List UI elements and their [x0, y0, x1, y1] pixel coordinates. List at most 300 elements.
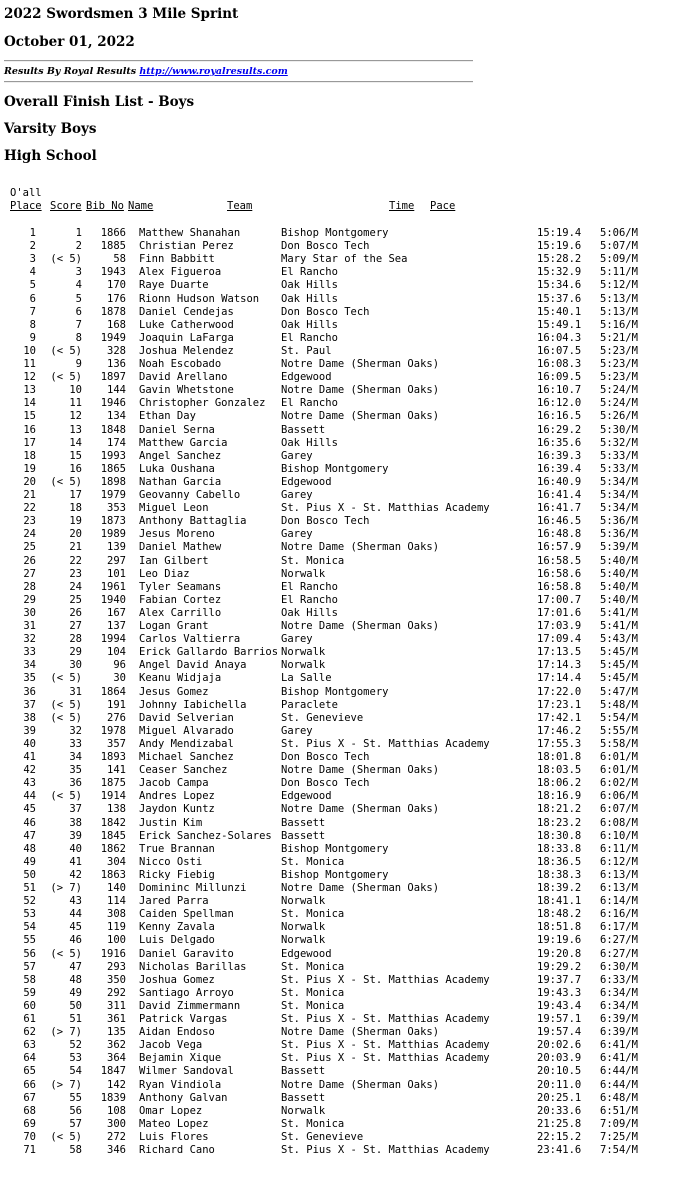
- cell-name: Justin Kim: [139, 816, 203, 829]
- cell-team: Bishop Montgomery: [281, 685, 389, 698]
- cell-score: (> 7): [50, 1026, 82, 1039]
- royal-results-link[interactable]: http://www.royalresults.com: [139, 66, 288, 77]
- cell-name: Luis Flores: [139, 1130, 209, 1143]
- cell-bib: 104: [107, 646, 126, 659]
- cell-score: 53: [69, 1052, 82, 1065]
- cell-score: 44: [69, 908, 82, 921]
- cell-team: Edgewood: [281, 475, 332, 488]
- cell-name: Ian Gilbert: [139, 554, 209, 567]
- cell-team: Paraclete: [281, 698, 338, 711]
- cell-name: Alex Carrillo: [139, 606, 222, 619]
- cell-pace: 5:09/M: [600, 253, 638, 266]
- cell-bib: 1989: [100, 528, 126, 541]
- cell-team: Bishop Montgomery: [281, 842, 389, 855]
- cell-team: Notre Dame (Sherman Oaks): [281, 882, 440, 894]
- cell-bib: 139: [107, 541, 126, 554]
- cell-place: 28: [23, 580, 36, 593]
- cell-team: St. Monica: [281, 1117, 345, 1130]
- cell-team: Norwalk: [281, 895, 326, 908]
- cell-team: Norwalk: [281, 659, 326, 672]
- cell-name: David Zimmermann: [139, 999, 241, 1012]
- cell-team: St. Monica: [281, 960, 345, 973]
- column-header-bib: Bib No: [86, 200, 124, 212]
- cell-pace: 6:08/M: [600, 816, 638, 829]
- cell-time: 17:46.2: [537, 724, 582, 737]
- cell-pace: 5:26/M: [600, 410, 638, 423]
- cell-score: (< 5): [50, 344, 82, 357]
- cell-pace: 7:54/M: [600, 1144, 638, 1156]
- cell-name: Omar Lopez: [139, 1104, 203, 1117]
- cell-time: 16:57.9: [537, 541, 582, 554]
- cell-team: Notre Dame (Sherman Oaks): [281, 358, 440, 370]
- cell-team: Bishop Montgomery: [281, 462, 389, 475]
- cell-bib: 1863: [100, 868, 126, 881]
- cell-pace: 5:34/M: [600, 489, 638, 501]
- cell-time: 18:06.2: [537, 777, 582, 790]
- cell-team: Norwalk: [281, 1104, 326, 1117]
- cell-bib: 136: [107, 358, 126, 370]
- cell-pace: 5:24/M: [600, 397, 638, 410]
- cell-name: Bejamin Xique: [139, 1052, 222, 1065]
- cell-team: Bishop Montgomery: [281, 227, 389, 239]
- cell-time: 16:09.5: [537, 371, 582, 384]
- cell-bib: 1893: [100, 751, 126, 763]
- cell-score: (< 5): [50, 1130, 82, 1143]
- cell-name: Tyler Seamans: [139, 580, 222, 593]
- cell-name: Ryan Vindiola: [139, 1078, 222, 1091]
- cell-bib: 353: [107, 502, 126, 515]
- cell-time: 15:40.1: [537, 305, 582, 318]
- cell-score: 16: [69, 462, 82, 475]
- cell-place: 55: [23, 934, 36, 947]
- column-header-oall: O'all: [10, 187, 42, 199]
- cell-time: 18:23.2: [537, 816, 582, 829]
- cell-name: Daniel Serna: [139, 423, 215, 436]
- cell-name: Raye Duarte: [139, 279, 209, 292]
- cell-score: 56: [69, 1104, 82, 1117]
- cell-place: 14: [23, 397, 36, 410]
- cell-name: Rionn Hudson Watson: [139, 292, 260, 305]
- cell-pace: 6:34/M: [600, 986, 638, 999]
- cell-team: Don Bosco Tech: [281, 240, 370, 253]
- cell-place: 29: [23, 593, 36, 606]
- cell-time: 16:41.7: [537, 502, 582, 515]
- cell-place: 41: [23, 751, 36, 763]
- cell-place: 68: [23, 1104, 36, 1117]
- cell-pace: 7:09/M: [600, 1117, 638, 1130]
- cell-name: Jared Parra: [139, 895, 209, 908]
- cell-team: Oak Hills: [281, 436, 338, 449]
- cell-team: Notre Dame (Sherman Oaks): [281, 764, 440, 777]
- cell-score: 1: [75, 227, 82, 239]
- cell-bib: 170: [107, 279, 126, 292]
- cell-bib: 1885: [100, 240, 126, 253]
- cell-place: 21: [23, 489, 36, 501]
- cell-team: Oak Hills: [281, 292, 338, 305]
- cell-score: (< 5): [50, 371, 82, 384]
- cell-pace: 6:11/M: [600, 842, 638, 855]
- cell-team: St. Monica: [281, 999, 345, 1012]
- cell-place: 9: [29, 331, 36, 344]
- cell-name: Christian Perez: [139, 240, 234, 253]
- cell-bib: 140: [107, 882, 126, 894]
- cell-pace: 6:39/M: [600, 1026, 638, 1039]
- cell-score: 9: [75, 358, 82, 370]
- cell-pace: 5:40/M: [600, 554, 638, 567]
- cell-score: 43: [69, 895, 82, 908]
- cell-pace: 5:45/M: [600, 672, 638, 685]
- cell-time: 17:00.7: [537, 593, 582, 606]
- cell-bib: 135: [107, 1026, 126, 1039]
- cell-time: 16:48.8: [537, 528, 582, 541]
- cell-name: True Brannan: [139, 842, 215, 855]
- cell-team: Bassett: [281, 829, 326, 842]
- cell-time: 16:08.3: [537, 358, 582, 370]
- cell-score: 19: [69, 515, 82, 528]
- cell-time: 15:19.6: [537, 240, 582, 253]
- cell-pace: 6:33/M: [600, 973, 638, 986]
- cell-team: Edgewood: [281, 790, 332, 803]
- cell-name: Santiago Arroyo: [139, 986, 234, 999]
- cell-pace: 5:16/M: [600, 318, 638, 331]
- cell-team: Notre Dame (Sherman Oaks): [281, 384, 440, 397]
- cell-name: Logan Grant: [139, 620, 209, 632]
- cell-pace: 6:13/M: [600, 868, 638, 881]
- cell-place: 32: [23, 633, 36, 646]
- cell-name: Mateo Lopez: [139, 1117, 209, 1130]
- cell-score: 50: [69, 999, 82, 1012]
- cell-pace: 6:44/M: [600, 1078, 638, 1091]
- column-header-name: Name: [128, 200, 154, 212]
- cell-name: Andy Mendizabal: [139, 737, 234, 750]
- cell-team: St. Monica: [281, 855, 345, 868]
- cell-team: Oak Hills: [281, 606, 338, 619]
- cell-team: Mary Star of the Sea: [281, 253, 408, 266]
- cell-name: Daniel Cendejas: [139, 305, 234, 318]
- cell-pace: 6:01/M: [600, 764, 638, 777]
- cell-time: 20:03.9: [537, 1052, 582, 1065]
- cell-place: 47: [23, 829, 36, 842]
- cell-time: 18:41.1: [537, 895, 582, 908]
- cell-pace: 5:36/M: [600, 528, 638, 541]
- cell-bib: 1865: [100, 462, 126, 475]
- column-header-team: Team: [227, 200, 253, 212]
- cell-name: Domininc Millunzi: [139, 882, 247, 894]
- cell-time: 22:15.2: [537, 1130, 582, 1143]
- cell-place: 4: [29, 266, 36, 279]
- cell-place: 42: [23, 764, 36, 777]
- cell-team: El Rancho: [281, 593, 338, 606]
- cell-name: Gavin Whetstone: [139, 384, 234, 397]
- cell-score: 31: [69, 685, 82, 698]
- cell-score: 14: [69, 436, 82, 449]
- cell-time: 19:20.8: [537, 947, 582, 960]
- cell-time: 18:01.8: [537, 751, 582, 763]
- cell-team: St. Pius X - St. Matthias Academy: [281, 1039, 490, 1052]
- cell-team: St. Monica: [281, 554, 345, 567]
- cell-name: Daniel Garavito: [139, 947, 234, 960]
- cell-place: 38: [23, 711, 36, 724]
- cell-time: 16:07.5: [537, 344, 582, 357]
- cell-place: 10: [23, 344, 36, 357]
- cell-time: 15:34.6: [537, 279, 582, 292]
- cell-score: 8: [75, 331, 82, 344]
- cell-bib: 1873: [100, 515, 126, 528]
- cell-time: 19:57.1: [537, 1013, 582, 1025]
- cell-time: 19:19.6: [537, 934, 582, 947]
- cell-place: 33: [23, 646, 36, 659]
- cell-time: 19:57.4: [537, 1026, 582, 1039]
- cell-time: 17:03.9: [537, 620, 582, 632]
- cell-pace: 5:12/M: [600, 279, 638, 292]
- cell-team: El Rancho: [281, 580, 338, 593]
- cell-time: 17:09.4: [537, 633, 582, 646]
- cell-score: 54: [69, 1065, 82, 1078]
- cell-pace: 5:23/M: [600, 371, 638, 384]
- cell-score: (< 5): [50, 790, 82, 803]
- cell-score: 26: [69, 606, 82, 619]
- cell-time: 16:46.5: [537, 515, 582, 528]
- cell-name: Nicholas Barillas: [139, 960, 247, 973]
- cell-bib: 1898: [100, 475, 126, 488]
- cell-pace: 6:27/M: [600, 934, 638, 947]
- cell-pace: 6:48/M: [600, 1091, 638, 1104]
- cell-score: (< 5): [50, 698, 82, 711]
- cell-time: 16:12.0: [537, 397, 582, 410]
- cell-name: Leo Diaz: [139, 567, 190, 580]
- cell-team: St. Monica: [281, 986, 345, 999]
- cell-team: Don Bosco Tech: [281, 751, 370, 763]
- cell-score: 3: [75, 266, 82, 279]
- cell-bib: 361: [107, 1013, 126, 1025]
- cell-name: Kenny Zavala: [139, 921, 215, 934]
- cell-team: Notre Dame (Sherman Oaks): [281, 620, 440, 632]
- cell-time: 17:13.5: [537, 646, 582, 659]
- cell-name: Angel David Anaya: [139, 659, 247, 672]
- cell-score: (> 7): [50, 1078, 82, 1091]
- cell-team: Notre Dame (Sherman Oaks): [281, 410, 440, 423]
- cell-time: 19:29.2: [537, 960, 582, 973]
- cell-score: 2: [75, 240, 82, 253]
- cell-place: 57: [23, 960, 36, 973]
- cell-score: (< 5): [50, 672, 82, 685]
- cell-place: 23: [23, 515, 36, 528]
- cell-bib: 300: [107, 1117, 126, 1130]
- cell-name: Ceaser Sanchez: [139, 764, 228, 777]
- cell-team: Garey: [281, 633, 313, 646]
- cell-name: Richard Cano: [139, 1144, 215, 1156]
- cell-score: 42: [69, 868, 82, 881]
- cell-score: 39: [69, 829, 82, 842]
- cell-bib: 119: [107, 921, 126, 934]
- cell-place: 53: [23, 908, 36, 921]
- cell-place: 48: [23, 842, 36, 855]
- cell-pace: 5:40/M: [600, 593, 638, 606]
- cell-name: David Arellano: [139, 371, 228, 384]
- cell-bib: 1916: [100, 947, 126, 960]
- cell-score: (> 7): [50, 882, 82, 894]
- cell-name: Johnny Iabichella: [139, 698, 247, 711]
- cell-bib: 1949: [100, 331, 126, 344]
- cell-time: 16:29.2: [537, 423, 582, 436]
- cell-bib: 101: [107, 567, 126, 580]
- page-title: 2022 Swordsmen 3 Mile Sprint: [4, 6, 239, 22]
- cell-bib: 1979: [100, 489, 126, 501]
- cell-pace: 6:16/M: [600, 908, 638, 921]
- cell-name: Finn Babbitt: [139, 253, 215, 266]
- cell-pace: 5:23/M: [600, 344, 638, 357]
- cell-score: 33: [69, 737, 82, 750]
- cell-place: 69: [23, 1117, 36, 1130]
- cell-place: 27: [23, 567, 36, 580]
- cell-time: 20:02.6: [537, 1039, 582, 1052]
- cell-name: Andres Lopez: [139, 790, 215, 803]
- cell-place: 18: [23, 449, 36, 462]
- cell-pace: 5:21/M: [600, 331, 638, 344]
- cell-name: Erick Gallardo Barrios: [139, 646, 279, 659]
- cell-place: 37: [23, 698, 36, 711]
- cell-bib: 1862: [100, 842, 126, 855]
- cell-time: 17:22.0: [537, 685, 582, 698]
- cell-score: (< 5): [50, 711, 82, 724]
- cell-team: Garey: [281, 528, 313, 541]
- cell-place: 40: [23, 737, 36, 750]
- cell-pace: 5:36/M: [600, 515, 638, 528]
- results-credit: [4, 66, 288, 78]
- cell-place: 58: [23, 973, 36, 986]
- cell-score: 40: [69, 842, 82, 855]
- cell-time: 18:48.2: [537, 908, 582, 921]
- cell-place: 36: [23, 685, 36, 698]
- cell-bib: 1940: [100, 593, 126, 606]
- cell-bib: 1875: [100, 777, 126, 790]
- cell-pace: 6:27/M: [600, 947, 638, 960]
- cell-bib: 1978: [100, 724, 126, 737]
- cell-team: St. Pius X - St. Matthias Academy: [281, 973, 490, 986]
- section-title-overall: Overall Finish List - Boys: [4, 94, 195, 110]
- cell-name: Erick Sanchez-Solares: [139, 829, 272, 842]
- cell-bib: 292: [107, 986, 126, 999]
- cell-bib: 96: [113, 659, 126, 672]
- cell-time: 18:03.5: [537, 764, 582, 777]
- cell-place: 16: [23, 423, 36, 436]
- cell-bib: 1864: [100, 685, 126, 698]
- cell-name: Anthony Battaglia: [139, 515, 247, 528]
- cell-team: St. Pius X - St. Matthias Academy: [281, 1144, 490, 1156]
- cell-score: 49: [69, 986, 82, 999]
- cell-name: Nathan Garcia: [139, 475, 222, 488]
- cell-place: 70: [23, 1130, 36, 1143]
- cell-time: 20:25.1: [537, 1091, 582, 1104]
- cell-pace: 5:45/M: [600, 646, 638, 659]
- cell-pace: 5:24/M: [600, 384, 638, 397]
- cell-pace: 5:54/M: [600, 711, 638, 724]
- cell-pace: 7:25/M: [600, 1130, 638, 1143]
- cell-name: Wilmer Sandoval: [139, 1065, 234, 1078]
- cell-bib: 1897: [100, 371, 126, 384]
- cell-score: 28: [69, 633, 82, 646]
- cell-name: Ricky Fiebig: [139, 868, 215, 881]
- cell-team: St. Pius X - St. Matthias Academy: [281, 1013, 490, 1025]
- cell-name: Anthony Galvan: [139, 1091, 228, 1104]
- cell-bib: 108: [107, 1104, 126, 1117]
- cell-team: Notre Dame (Sherman Oaks): [281, 1078, 440, 1091]
- cell-bib: 191: [107, 698, 126, 711]
- cell-score: (< 5): [50, 475, 82, 488]
- cell-time: 20:11.0: [537, 1078, 582, 1091]
- cell-score: (< 5): [50, 947, 82, 960]
- cell-bib: 141: [107, 764, 126, 777]
- cell-pace: 5:23/M: [600, 358, 638, 370]
- cell-team: Oak Hills: [281, 318, 338, 331]
- cell-team: Norwalk: [281, 567, 326, 580]
- cell-pace: 5:58/M: [600, 737, 638, 750]
- section-title-division: Varsity Boys: [4, 121, 97, 137]
- cell-time: 15:28.2: [537, 253, 582, 266]
- cell-time: 16:58.8: [537, 580, 582, 593]
- cell-team: Notre Dame (Sherman Oaks): [281, 1026, 440, 1039]
- cell-place: 17: [23, 436, 36, 449]
- cell-pace: 5:45/M: [600, 659, 638, 672]
- cell-bib: 1848: [100, 423, 126, 436]
- cell-bib: 134: [107, 410, 126, 423]
- divider-bottom: [4, 81, 473, 83]
- cell-team: St. Genevieve: [281, 711, 364, 724]
- cell-time: 20:33.6: [537, 1104, 582, 1117]
- cell-place: 11: [23, 358, 36, 370]
- cell-score: 32: [69, 724, 82, 737]
- cell-team: Notre Dame (Sherman Oaks): [281, 803, 440, 816]
- cell-team: St. Pius X - St. Matthias Academy: [281, 1052, 490, 1065]
- cell-place: 20: [23, 475, 36, 488]
- cell-bib: 272: [107, 1130, 126, 1143]
- cell-place: 50: [23, 868, 36, 881]
- cell-bib: 297: [107, 554, 126, 567]
- column-header-pace: Pace: [430, 200, 456, 212]
- column-header-time: Time: [389, 200, 415, 212]
- cell-score: 35: [69, 764, 82, 777]
- cell-place: 12: [23, 371, 36, 384]
- cell-team: El Rancho: [281, 331, 338, 344]
- cell-name: Joaquin LaFarga: [139, 331, 234, 344]
- cell-time: 17:42.1: [537, 711, 582, 724]
- cell-score: 11: [69, 397, 82, 410]
- cell-team: St. Monica: [281, 908, 345, 921]
- cell-place: 30: [23, 606, 36, 619]
- cell-place: 66: [23, 1078, 36, 1091]
- cell-name: Jaydon Kuntz: [139, 803, 215, 816]
- cell-score: 27: [69, 620, 82, 632]
- cell-bib: 1943: [100, 266, 126, 279]
- cell-pace: 6:01/M: [600, 751, 638, 763]
- cell-pace: 5:40/M: [600, 567, 638, 580]
- cell-bib: 1961: [100, 580, 126, 593]
- cell-place: 49: [23, 855, 36, 868]
- cell-place: 35: [23, 672, 36, 685]
- cell-pace: 5:13/M: [600, 292, 638, 305]
- cell-name: Caiden Spellman: [139, 908, 234, 921]
- cell-time: 18:21.2: [537, 803, 582, 816]
- cell-score: 45: [69, 921, 82, 934]
- cell-time: 21:25.8: [537, 1117, 582, 1130]
- cell-time: 17:55.3: [537, 737, 582, 750]
- cell-time: 17:14.3: [537, 659, 582, 672]
- cell-time: 17:14.4: [537, 672, 582, 685]
- cell-team: Edgewood: [281, 371, 332, 384]
- cell-bib: 144: [107, 384, 126, 397]
- cell-team: Edgewood: [281, 947, 332, 960]
- cell-time: 18:36.5: [537, 855, 582, 868]
